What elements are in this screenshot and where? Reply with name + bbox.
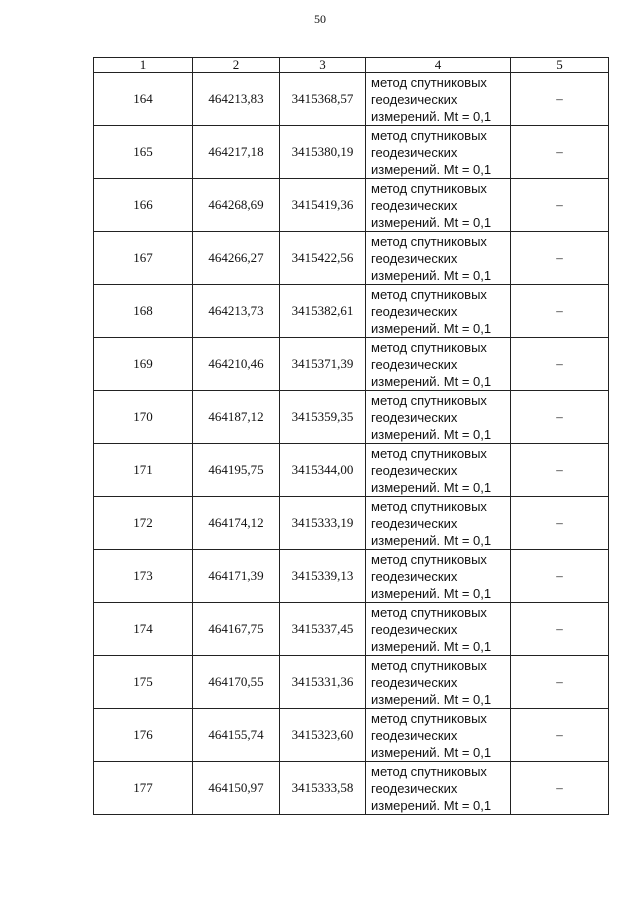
column-header: 1: [94, 58, 193, 73]
note-cell: –: [511, 73, 609, 126]
method-text-line: измерений. Mt = 0,1: [371, 744, 492, 760]
point-number-cell: 166: [94, 179, 193, 232]
point-number-cell: 173: [94, 550, 193, 603]
method-text-line: измерений. Mt = 0,1: [371, 797, 492, 813]
table-row: [94, 762, 609, 815]
point-number-cell: 169: [94, 338, 193, 391]
point-number-cell: 171: [94, 444, 193, 497]
method-text-line: геодезических: [371, 462, 458, 478]
method-cell: [366, 232, 511, 285]
method-text-line: геодезических: [371, 674, 458, 690]
method-text-line: геодезических: [371, 727, 458, 743]
method-text-line: метод спутниковых: [371, 604, 487, 620]
method-text-line: измерений. Mt = 0,1: [371, 320, 492, 336]
method-text-line: метод спутниковых: [371, 127, 487, 143]
table-row: [94, 338, 609, 391]
method-text-line: измерений. Mt = 0,1: [371, 426, 492, 442]
note-cell: –: [511, 497, 609, 550]
method-text-line: измерений. Mt = 0,1: [371, 108, 492, 124]
method-text-line: измерений. Mt = 0,1: [371, 267, 492, 283]
note-cell: –: [511, 762, 609, 815]
note-cell: –: [511, 232, 609, 285]
point-number-cell: 175: [94, 656, 193, 709]
table-row: [94, 126, 609, 179]
x-coordinate-cell: 464266,27: [193, 232, 280, 285]
y-coordinate-cell: 3415339,13: [280, 550, 366, 603]
x-coordinate-cell: 464174,12: [193, 497, 280, 550]
table-row: [94, 603, 609, 656]
table-row: [94, 550, 609, 603]
y-coordinate-cell: 3415359,35: [280, 391, 366, 444]
method-text-line: метод спутниковых: [371, 763, 487, 779]
method-text-line: метод спутниковых: [371, 551, 487, 567]
method-text-line: метод спутниковых: [371, 339, 487, 355]
x-coordinate-cell: 464187,12: [193, 391, 280, 444]
point-number-cell: 172: [94, 497, 193, 550]
y-coordinate-cell: 3415422,56: [280, 232, 366, 285]
method-text-line: измерений. Mt = 0,1: [371, 214, 492, 230]
x-coordinate-cell: 464155,74: [193, 709, 280, 762]
method-text-line: геодезических: [371, 356, 458, 372]
method-cell: [366, 709, 511, 762]
y-coordinate-cell: 3415337,45: [280, 603, 366, 656]
method-text-line: геодезических: [371, 91, 458, 107]
method-cell: [366, 603, 511, 656]
method-text-line: метод спутниковых: [371, 710, 487, 726]
method-text-line: метод спутниковых: [371, 74, 487, 90]
x-coordinate-cell: 464213,73: [193, 285, 280, 338]
point-number-cell: 176: [94, 709, 193, 762]
x-coordinate-cell: 464171,39: [193, 550, 280, 603]
method-text-line: измерений. Mt = 0,1: [371, 532, 492, 548]
point-number-cell: 167: [94, 232, 193, 285]
column-header: 4: [366, 58, 511, 73]
method-text-line: геодезических: [371, 197, 458, 213]
method-text-line: измерений. Mt = 0,1: [371, 585, 492, 601]
column-header: 5: [511, 58, 609, 73]
y-coordinate-cell: 3415344,00: [280, 444, 366, 497]
method-text-line: метод спутниковых: [371, 392, 487, 408]
point-number-cell: 177: [94, 762, 193, 815]
method-text-line: геодезических: [371, 250, 458, 266]
method-cell: [366, 285, 511, 338]
y-coordinate-cell: 3415331,36: [280, 656, 366, 709]
method-cell: [366, 391, 511, 444]
x-coordinate-cell: 464167,75: [193, 603, 280, 656]
method-text-line: измерений. Mt = 0,1: [371, 691, 492, 707]
method-text-line: геодезических: [371, 303, 458, 319]
y-coordinate-cell: 3415323,60: [280, 709, 366, 762]
method-text-line: геодезических: [371, 144, 458, 160]
method-text-line: метод спутниковых: [371, 286, 487, 302]
method-cell: [366, 338, 511, 391]
method-cell: [366, 550, 511, 603]
method-text-line: измерений. Mt = 0,1: [371, 638, 492, 654]
method-cell: [366, 73, 511, 126]
method-text-line: геодезических: [371, 780, 458, 796]
y-coordinate-cell: 3415382,61: [280, 285, 366, 338]
point-number-cell: 174: [94, 603, 193, 656]
table-row: [94, 497, 609, 550]
x-coordinate-cell: 464150,97: [193, 762, 280, 815]
method-text-line: метод спутниковых: [371, 445, 487, 461]
method-text-line: геодезических: [371, 568, 458, 584]
table-row: [94, 656, 609, 709]
table-row: [94, 391, 609, 444]
note-cell: –: [511, 391, 609, 444]
table-row: [94, 179, 609, 232]
page-number: 50: [314, 12, 326, 26]
table-row: [94, 444, 609, 497]
method-text-line: измерений. Mt = 0,1: [371, 373, 492, 389]
method-cell: [366, 656, 511, 709]
method-text-line: метод спутниковых: [371, 657, 487, 673]
method-cell: [366, 497, 511, 550]
table-row: [94, 709, 609, 762]
method-text-line: геодезических: [371, 515, 458, 531]
y-coordinate-cell: 3415371,39: [280, 338, 366, 391]
x-coordinate-cell: 464195,75: [193, 444, 280, 497]
note-cell: –: [511, 656, 609, 709]
y-coordinate-cell: 3415419,36: [280, 179, 366, 232]
note-cell: –: [511, 709, 609, 762]
point-number-cell: 164: [94, 73, 193, 126]
method-text-line: измерений. Mt = 0,1: [371, 161, 492, 177]
y-coordinate-cell: 3415333,19: [280, 497, 366, 550]
point-number-cell: 170: [94, 391, 193, 444]
y-coordinate-cell: 3415380,19: [280, 126, 366, 179]
point-number-cell: 165: [94, 126, 193, 179]
x-coordinate-cell: 464217,18: [193, 126, 280, 179]
method-cell: [366, 444, 511, 497]
method-text-line: метод спутниковых: [371, 180, 487, 196]
y-coordinate-cell: 3415368,57: [280, 73, 366, 126]
note-cell: –: [511, 179, 609, 232]
table-row: [94, 232, 609, 285]
method-text-line: метод спутниковых: [371, 233, 487, 249]
column-header: 3: [280, 58, 366, 73]
note-cell: –: [511, 285, 609, 338]
table-header-row: [94, 58, 609, 73]
table-body: [94, 73, 609, 815]
point-number-cell: 168: [94, 285, 193, 338]
method-cell: [366, 762, 511, 815]
note-cell: –: [511, 126, 609, 179]
note-cell: –: [511, 550, 609, 603]
method-text-line: геодезических: [371, 621, 458, 637]
x-coordinate-cell: 464213,83: [193, 73, 280, 126]
method-text-line: метод спутниковых: [371, 498, 487, 514]
column-header: 2: [193, 58, 280, 73]
x-coordinate-cell: 464268,69: [193, 179, 280, 232]
method-cell: [366, 179, 511, 232]
table-row: [94, 285, 609, 338]
x-coordinate-cell: 464170,55: [193, 656, 280, 709]
note-cell: –: [511, 444, 609, 497]
note-cell: –: [511, 603, 609, 656]
note-cell: –: [511, 338, 609, 391]
y-coordinate-cell: 3415333,58: [280, 762, 366, 815]
coordinates-table: [93, 57, 609, 815]
table-row: [94, 73, 609, 126]
method-cell: [366, 126, 511, 179]
method-text-line: измерений. Mt = 0,1: [371, 479, 492, 495]
x-coordinate-cell: 464210,46: [193, 338, 280, 391]
method-text-line: геодезических: [371, 409, 458, 425]
